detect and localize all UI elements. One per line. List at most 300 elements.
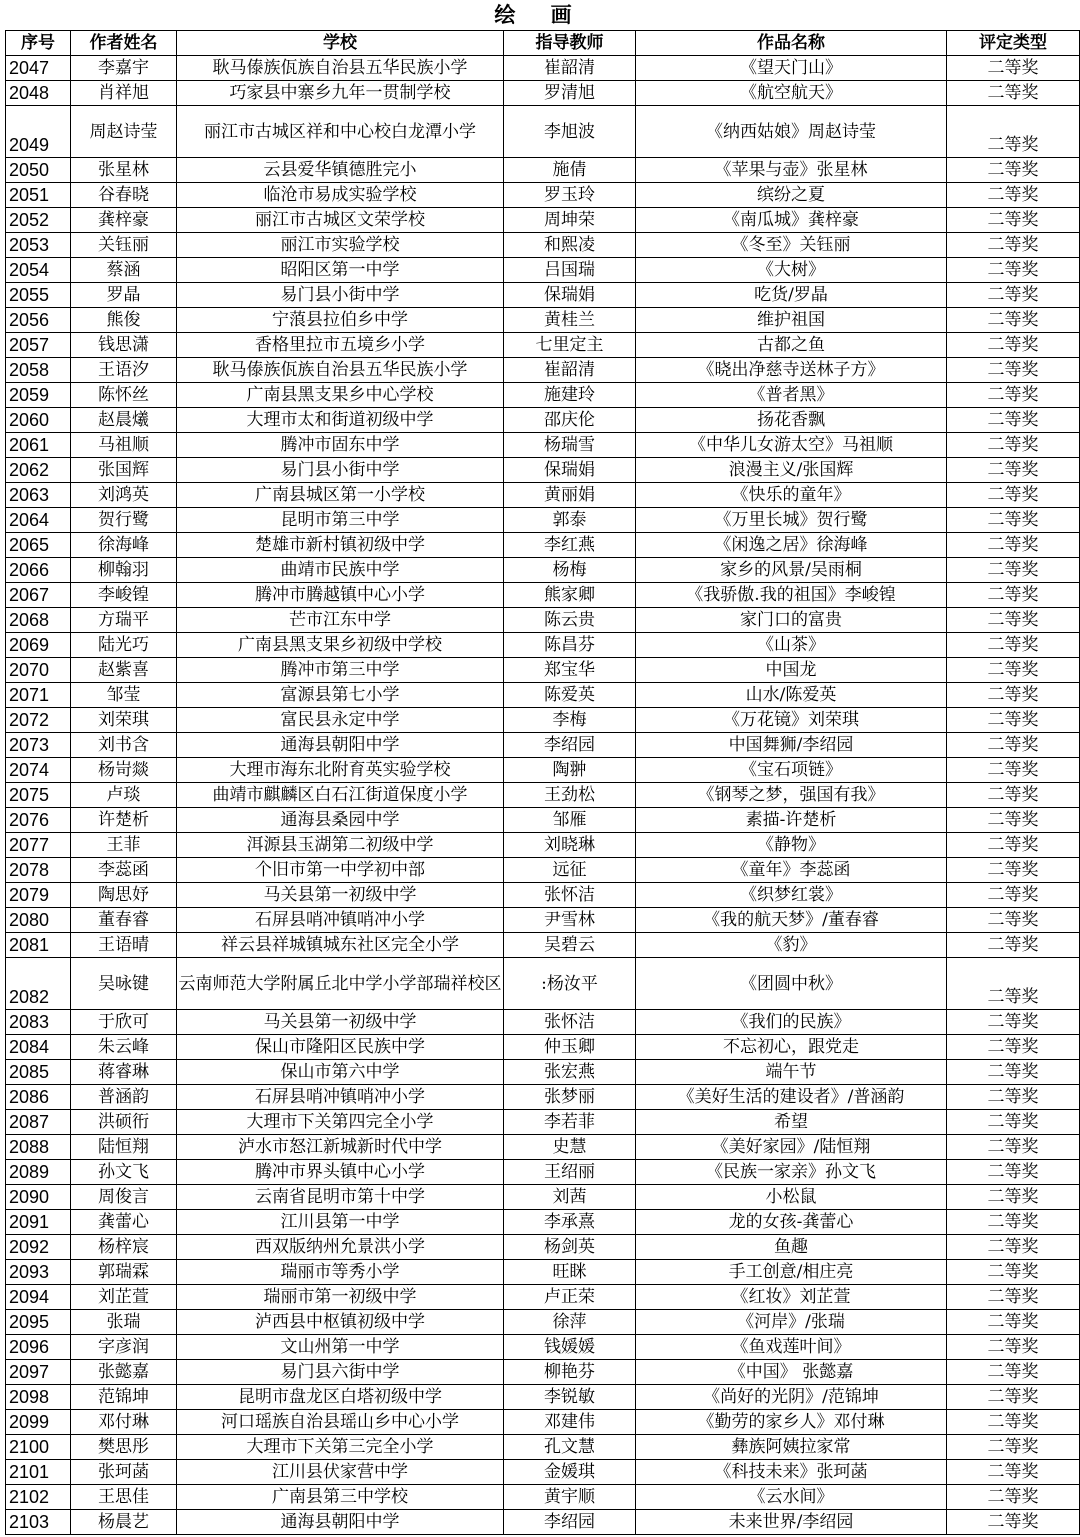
row-award: 二等奖: [947, 1010, 1080, 1035]
row-award: 二等奖: [947, 1485, 1080, 1510]
row-school: 芒市江东中学: [177, 608, 504, 633]
row-school: 江川县伏家营中学: [177, 1460, 504, 1485]
row-seq: 2100: [6, 1435, 71, 1460]
row-author: 陆光巧: [71, 633, 177, 658]
column-header-award: 评定类型: [947, 31, 1080, 56]
row-award: 二等奖: [947, 833, 1080, 858]
row-author: 张珂菡: [71, 1460, 177, 1485]
table-row: [6, 56, 1080, 81]
row-teacher: 熊家卿: [504, 583, 636, 608]
row-seq: 2071: [6, 683, 71, 708]
row-school: 马关县第一初级中学: [177, 883, 504, 908]
table-row: [6, 1385, 1080, 1410]
row-school: 文山州第一中学: [177, 1335, 504, 1360]
row-author: 许楚析: [71, 808, 177, 833]
row-work: 《科技未来》张珂菡: [636, 1460, 947, 1485]
row-award: 二等奖: [947, 458, 1080, 483]
row-school: 祥云县祥城镇城东社区完全小学: [177, 933, 504, 958]
row-work: 《万花镜》刘荣琪: [636, 708, 947, 733]
table-row: [6, 1285, 1080, 1310]
row-seq: 2092: [6, 1235, 71, 1260]
table-row: [6, 1185, 1080, 1210]
row-seq: 2101: [6, 1460, 71, 1485]
row-award: 二等奖: [947, 1435, 1080, 1460]
row-seq: 2078: [6, 858, 71, 883]
row-author: 李蕊函: [71, 858, 177, 883]
row-seq: 2099: [6, 1410, 71, 1435]
row-author: 刘荣琪: [71, 708, 177, 733]
row-teacher: 邹雁: [504, 808, 636, 833]
row-teacher: 崔韶清: [504, 358, 636, 383]
table-row: [6, 308, 1080, 333]
column-header-teacher: 指导教师: [504, 31, 636, 56]
row-work: 《中华儿女游太空》马祖顺: [636, 433, 947, 458]
table-row: [6, 1460, 1080, 1485]
row-seq: 2084: [6, 1035, 71, 1060]
row-teacher: 黄宇顺: [504, 1485, 636, 1510]
row-school: 丽江市古城区文荣学校: [177, 208, 504, 233]
row-teacher: 孔文慧: [504, 1435, 636, 1460]
row-seq: 2082: [6, 958, 71, 1010]
row-author: 范锦坤: [71, 1385, 177, 1410]
row-author: 字彦润: [71, 1335, 177, 1360]
row-school: 丽江市古城区祥和中心校白龙潭小学: [177, 106, 504, 158]
row-school: 宁蒗县拉伯乡中学: [177, 308, 504, 333]
row-award: 二等奖: [947, 1060, 1080, 1085]
row-award: 二等奖: [947, 56, 1080, 81]
row-school: 丽江市实验学校: [177, 233, 504, 258]
row-teacher: 施倩: [504, 158, 636, 183]
row-school: 昆明市第三中学: [177, 508, 504, 533]
table-row: [6, 1435, 1080, 1460]
row-school: 昆明市盘龙区白塔初级中学: [177, 1385, 504, 1410]
row-school: 河口瑶族自治县瑶山乡中心小学: [177, 1410, 504, 1435]
row-school: 保山市隆阳区民族中学: [177, 1035, 504, 1060]
row-author: 徐海峰: [71, 533, 177, 558]
row-seq: 2075: [6, 783, 71, 808]
row-award: 二等奖: [947, 508, 1080, 533]
row-teacher: 陶翀: [504, 758, 636, 783]
table-row: [6, 833, 1080, 858]
table-row: [6, 158, 1080, 183]
row-author: 谷春晓: [71, 183, 177, 208]
row-award: 二等奖: [947, 533, 1080, 558]
row-work: 《童年》李蕊函: [636, 858, 947, 883]
row-award: 二等奖: [947, 1385, 1080, 1410]
row-teacher: 杨梅: [504, 558, 636, 583]
row-award: 二等奖: [947, 633, 1080, 658]
row-teacher: 王绍丽: [504, 1160, 636, 1185]
table-row: [6, 483, 1080, 508]
row-teacher: 杨瑞雪: [504, 433, 636, 458]
row-work: 《宝石项链》: [636, 758, 947, 783]
row-teacher: 张宏燕: [504, 1060, 636, 1085]
table-row: [6, 533, 1080, 558]
row-work: 《中国》 张懿嘉: [636, 1360, 947, 1385]
row-author: 陶思妤: [71, 883, 177, 908]
row-author: 普涵韵: [71, 1085, 177, 1110]
row-teacher: 崔韶清: [504, 56, 636, 81]
row-work: 《云水间》: [636, 1485, 947, 1510]
row-author: 熊俊: [71, 308, 177, 333]
table-row: [6, 283, 1080, 308]
row-school: 个旧市第一中学初中部: [177, 858, 504, 883]
row-award: 二等奖: [947, 683, 1080, 708]
row-work: 《织梦红裳》: [636, 883, 947, 908]
column-header-school: 学校: [177, 31, 504, 56]
row-award: 二等奖: [947, 808, 1080, 833]
row-seq: 2068: [6, 608, 71, 633]
row-work: 中国舞狮/李绍园: [636, 733, 947, 758]
row-award: 二等奖: [947, 308, 1080, 333]
row-author: 柳翰羽: [71, 558, 177, 583]
row-author: 关钰丽: [71, 233, 177, 258]
row-school: 马关县第一初级中学: [177, 1010, 504, 1035]
row-award: 二等奖: [947, 1510, 1080, 1535]
row-work: 《山茶》: [636, 633, 947, 658]
row-school: 广南县黑支果乡初级中学校: [177, 633, 504, 658]
row-author: 孙文飞: [71, 1160, 177, 1185]
table-row: [6, 1135, 1080, 1160]
row-seq: 2080: [6, 908, 71, 933]
row-author: 郭瑞霖: [71, 1260, 177, 1285]
row-author: 邓付琳: [71, 1410, 177, 1435]
row-award: 二等奖: [947, 1310, 1080, 1335]
row-school: 保山市第六中学: [177, 1060, 504, 1085]
row-author: 方瑞平: [71, 608, 177, 633]
row-teacher: 保瑞娟: [504, 283, 636, 308]
row-work: 希望: [636, 1110, 947, 1135]
row-work: 《快乐的童年》: [636, 483, 947, 508]
row-author: 赵晨爔: [71, 408, 177, 433]
row-author: 赵紫喜: [71, 658, 177, 683]
row-school: 富民县永定中学: [177, 708, 504, 733]
row-work: 不忘初心，跟党走: [636, 1035, 947, 1060]
row-seq: 2087: [6, 1110, 71, 1135]
awards-table: [5, 30, 1080, 1535]
row-teacher: 远征: [504, 858, 636, 883]
row-award: 二等奖: [947, 233, 1080, 258]
row-seq: 2060: [6, 408, 71, 433]
row-author: 蒋睿琳: [71, 1060, 177, 1085]
row-seq: 2056: [6, 308, 71, 333]
row-work: 维护祖国: [636, 308, 947, 333]
row-teacher: 金媛琪: [504, 1460, 636, 1485]
row-school: 腾冲市界头镇中心小学: [177, 1160, 504, 1185]
row-seq: 2088: [6, 1135, 71, 1160]
row-work: 《望天门山》: [636, 56, 947, 81]
table-body: [6, 56, 1080, 1535]
row-seq: 2102: [6, 1485, 71, 1510]
table-row: [6, 933, 1080, 958]
table-row: [6, 1085, 1080, 1110]
row-school: 腾冲市腾越镇中心小学: [177, 583, 504, 608]
row-award: 二等奖: [947, 1135, 1080, 1160]
row-award: 二等奖: [947, 81, 1080, 106]
row-author: 龚梓豪: [71, 208, 177, 233]
table-row: [6, 1210, 1080, 1235]
row-seq: 2070: [6, 658, 71, 683]
row-school: 洱源县玉湖第二初级中学: [177, 833, 504, 858]
row-award: 二等奖: [947, 283, 1080, 308]
row-author: 张国辉: [71, 458, 177, 483]
row-seq: 2086: [6, 1085, 71, 1110]
row-teacher: 罗清旭: [504, 81, 636, 106]
row-teacher: 施建玲: [504, 383, 636, 408]
row-seq: 2053: [6, 233, 71, 258]
row-award: 二等奖: [947, 583, 1080, 608]
row-award: 二等奖: [947, 1360, 1080, 1385]
row-author: 王语晴: [71, 933, 177, 958]
row-work: 《美好生活的建设者》/普涵韵: [636, 1085, 947, 1110]
row-seq: 2067: [6, 583, 71, 608]
row-seq: 2061: [6, 433, 71, 458]
table-row: [6, 1310, 1080, 1335]
row-work: 鱼趣: [636, 1235, 947, 1260]
row-author: 李嘉宇: [71, 56, 177, 81]
row-teacher: 旺眯: [504, 1260, 636, 1285]
row-author: 刘书含: [71, 733, 177, 758]
row-school: 曲靖市民族中学: [177, 558, 504, 583]
table-row: [6, 1035, 1080, 1060]
row-author: 贺行鹭: [71, 508, 177, 533]
row-award: 二等奖: [947, 333, 1080, 358]
row-award: 二等奖: [947, 883, 1080, 908]
table-row: [6, 558, 1080, 583]
row-school: 瑞丽市第一初级中学: [177, 1285, 504, 1310]
row-author: 刘鸿英: [71, 483, 177, 508]
row-award: 二等奖: [947, 1410, 1080, 1435]
row-author: 陆恒翔: [71, 1135, 177, 1160]
row-award: 二等奖: [947, 933, 1080, 958]
row-seq: 2073: [6, 733, 71, 758]
row-award: 二等奖: [947, 1085, 1080, 1110]
row-author: 张星林: [71, 158, 177, 183]
table-row: [6, 81, 1080, 106]
row-author: 邹莹: [71, 683, 177, 708]
row-author: 陈怀丝: [71, 383, 177, 408]
row-award: 二等奖: [947, 1285, 1080, 1310]
row-school: 富源县第七小学: [177, 683, 504, 708]
row-seq: 2058: [6, 358, 71, 383]
row-seq: 2079: [6, 883, 71, 908]
row-author: 刘芷萱: [71, 1285, 177, 1310]
row-award: 二等奖: [947, 383, 1080, 408]
row-work: 古都之鱼: [636, 333, 947, 358]
table-row: [6, 958, 1080, 1010]
row-seq: 2063: [6, 483, 71, 508]
row-work: 《苹果与壶》张星林: [636, 158, 947, 183]
row-teacher: 李承熹: [504, 1210, 636, 1235]
row-award: 二等奖: [947, 1110, 1080, 1135]
row-award: 二等奖: [947, 908, 1080, 933]
row-teacher: 李绍园: [504, 733, 636, 758]
row-work: 《我骄傲.我的祖国》李峻锽: [636, 583, 947, 608]
row-teacher: 王劲松: [504, 783, 636, 808]
row-school: 西双版纳州允景洪小学: [177, 1235, 504, 1260]
row-award: 二等奖: [947, 558, 1080, 583]
row-school: 巧家县中寨乡九年一贯制学校: [177, 81, 504, 106]
row-work: 《美好家园》/陆恒翔: [636, 1135, 947, 1160]
row-author: 王菲: [71, 833, 177, 858]
row-seq: 2083: [6, 1010, 71, 1035]
table-row: [6, 683, 1080, 708]
row-author: 杨梓宸: [71, 1235, 177, 1260]
row-teacher: 李绍园: [504, 1510, 636, 1535]
row-school: 楚雄市新村镇初级中学: [177, 533, 504, 558]
row-work: 素描-许楚析: [636, 808, 947, 833]
row-seq: 2052: [6, 208, 71, 233]
row-school: 易门县六街中学: [177, 1360, 504, 1385]
row-award: 二等奖: [947, 1335, 1080, 1360]
row-teacher: 柳艳芬: [504, 1360, 636, 1385]
table-row: [6, 1060, 1080, 1085]
row-author: 龚蕾心: [71, 1210, 177, 1235]
row-seq: 2072: [6, 708, 71, 733]
row-school: 广南县第三中学校: [177, 1485, 504, 1510]
row-school: 昭阳区第一中学: [177, 258, 504, 283]
table-row: [6, 1485, 1080, 1510]
row-school: 泸水市怒江新城新时代中学: [177, 1135, 504, 1160]
table-row: [6, 1260, 1080, 1285]
row-award: 二等奖: [947, 733, 1080, 758]
row-seq: 2059: [6, 383, 71, 408]
table-row: [6, 258, 1080, 283]
row-teacher: 邓建伟: [504, 1410, 636, 1435]
row-work: 《红妆》刘芷萱: [636, 1285, 947, 1310]
row-award: 二等奖: [947, 358, 1080, 383]
row-seq: 2050: [6, 158, 71, 183]
table-row: [6, 333, 1080, 358]
row-work: 山水/陈爱英: [636, 683, 947, 708]
row-school: 香格里拉市五境乡小学: [177, 333, 504, 358]
row-teacher: 史慧: [504, 1135, 636, 1160]
row-teacher: 郑宝华: [504, 658, 636, 683]
row-work: 《钢琴之梦，强国有我》: [636, 783, 947, 808]
row-school: 云南师范大学附属丘北中学小学部瑞祥校区: [177, 958, 504, 1010]
row-school: 腾冲市固东中学: [177, 433, 504, 458]
row-seq: 2103: [6, 1510, 71, 1535]
row-school: 耿马傣族佤族自治县五华民族小学: [177, 56, 504, 81]
row-teacher: 张梦丽: [504, 1085, 636, 1110]
row-work: 《豹》: [636, 933, 947, 958]
row-author: 罗晶: [71, 283, 177, 308]
row-teacher: 郭泰: [504, 508, 636, 533]
row-school: 云南省昆明市第十中学: [177, 1185, 504, 1210]
row-teacher: 李若菲: [504, 1110, 636, 1135]
row-teacher: 保瑞娟: [504, 458, 636, 483]
row-work: 小松鼠: [636, 1185, 947, 1210]
row-award: 二等奖: [947, 958, 1080, 1010]
row-teacher: 李旭波: [504, 106, 636, 158]
row-author: 钱思潇: [71, 333, 177, 358]
table-row: [6, 1335, 1080, 1360]
row-award: 二等奖: [947, 1235, 1080, 1260]
row-teacher: 刘晓琳: [504, 833, 636, 858]
row-award: 二等奖: [947, 758, 1080, 783]
row-author: 周俊言: [71, 1185, 177, 1210]
row-teacher: 黄丽娟: [504, 483, 636, 508]
row-school: 瑞丽市等秀小学: [177, 1260, 504, 1285]
column-header-seq: 序号: [6, 31, 71, 56]
row-seq: 2048: [6, 81, 71, 106]
row-work: 《纳西姑娘》周赵诗莹: [636, 106, 947, 158]
row-award: 二等奖: [947, 658, 1080, 683]
row-work: 缤纷之夏: [636, 183, 947, 208]
row-seq: 2091: [6, 1210, 71, 1235]
row-award: 二等奖: [947, 408, 1080, 433]
row-work: 《尚好的光阴》/范锦坤: [636, 1385, 947, 1410]
row-award: 二等奖: [947, 208, 1080, 233]
row-work: 家乡的风景/吴雨桐: [636, 558, 947, 583]
table-row: [6, 1410, 1080, 1435]
row-work: 《晓出净慈寺送林子方》: [636, 358, 947, 383]
row-work: 吃货/罗晶: [636, 283, 947, 308]
row-seq: 2065: [6, 533, 71, 558]
row-work: 《大树》: [636, 258, 947, 283]
row-award: 二等奖: [947, 1185, 1080, 1210]
table-row: [6, 708, 1080, 733]
table-row: [6, 658, 1080, 683]
table-row: [6, 783, 1080, 808]
row-seq: 2081: [6, 933, 71, 958]
row-author: 杨岢燚: [71, 758, 177, 783]
row-author: 张懿嘉: [71, 1360, 177, 1385]
row-teacher: 七里定主: [504, 333, 636, 358]
table-row: [6, 383, 1080, 408]
row-work: 中国龙: [636, 658, 947, 683]
row-teacher: 吕国瑞: [504, 258, 636, 283]
table-row: [6, 733, 1080, 758]
row-school: 云县爱华镇德胜完小: [177, 158, 504, 183]
row-school: 广南县黑支果乡中心学校: [177, 383, 504, 408]
row-school: 通海县朝阳中学: [177, 733, 504, 758]
row-work: 《勤劳的家乡人》邓付琳: [636, 1410, 947, 1435]
row-work: 未来世界/李绍园: [636, 1510, 947, 1535]
row-seq: 2089: [6, 1160, 71, 1185]
row-seq: 2057: [6, 333, 71, 358]
row-award: 二等奖: [947, 708, 1080, 733]
row-award: 二等奖: [947, 183, 1080, 208]
row-teacher: 尹雪林: [504, 908, 636, 933]
row-teacher: 钱媛媛: [504, 1335, 636, 1360]
row-award: 二等奖: [947, 1160, 1080, 1185]
row-seq: 2051: [6, 183, 71, 208]
table-row: [6, 608, 1080, 633]
row-author: 肖祥旭: [71, 81, 177, 106]
row-teacher: 和熙凌: [504, 233, 636, 258]
row-teacher: 罗玉玲: [504, 183, 636, 208]
row-school: 易门县小街中学: [177, 283, 504, 308]
row-work: 《河岸》/张瑞: [636, 1310, 947, 1335]
row-award: 二等奖: [947, 1260, 1080, 1285]
row-teacher: 杨剑英: [504, 1235, 636, 1260]
row-teacher: 李锐敏: [504, 1385, 636, 1410]
row-author: 卢琰: [71, 783, 177, 808]
row-teacher: 刘茜: [504, 1185, 636, 1210]
table-row: [6, 1360, 1080, 1385]
row-work: 端午节: [636, 1060, 947, 1085]
row-award: 二等奖: [947, 106, 1080, 158]
row-school: 石屏县哨冲镇哨冲小学: [177, 1085, 504, 1110]
row-work: 《民族一家亲》孙文飞: [636, 1160, 947, 1185]
row-award: 二等奖: [947, 783, 1080, 808]
row-author: 周赵诗莹: [71, 106, 177, 158]
row-teacher: 陈爱英: [504, 683, 636, 708]
row-seq: 2064: [6, 508, 71, 533]
table-row: [6, 1160, 1080, 1185]
column-header-work: 作品名称: [636, 31, 947, 56]
